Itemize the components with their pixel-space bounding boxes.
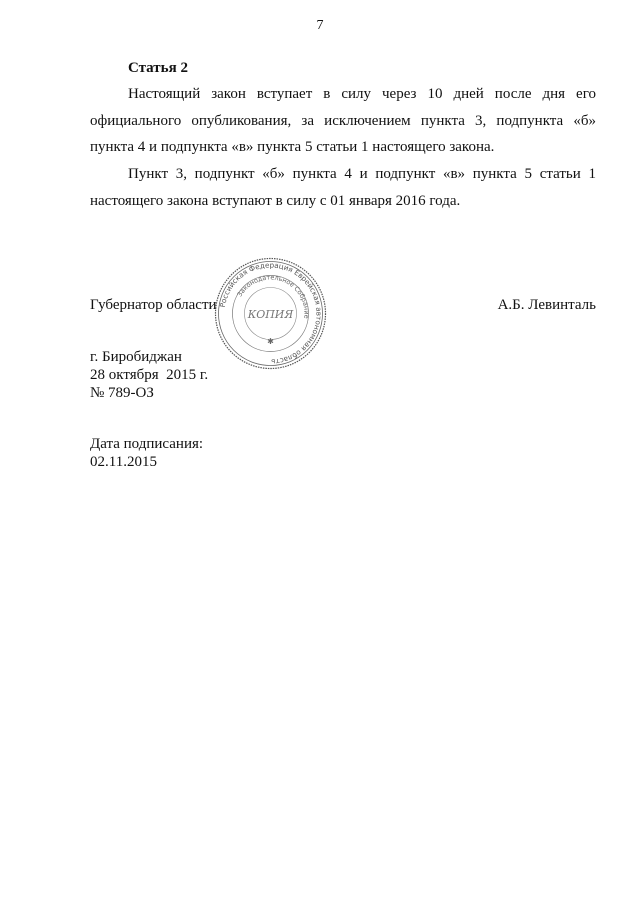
signature-row	[90, 297, 596, 317]
page-number: 7	[316, 18, 324, 33]
signing-label: Дата подписания:	[90, 436, 204, 452]
seal-star-icon: ✱	[267, 337, 274, 346]
article-paragraph-1: Настоящий закон вступает в силу через 10 дней после дня его официального опубликования, за исключением пункта 3, подпункта «б» пункта 4 и подпункта «в» пункта 5 статьи 1 настоящего закона.	[90, 86, 596, 155]
law-date: 28 октября 2015 г.	[90, 367, 209, 383]
signing-block	[90, 435, 203, 471]
law-details	[90, 348, 208, 402]
signatory-name: А.Б. Левинталь	[497, 297, 596, 313]
official-seal-stamp	[213, 256, 328, 371]
article-title: Статья 2	[128, 60, 188, 76]
law-number: № 789-ОЗ	[90, 385, 154, 401]
seal-center-text: КОПИЯ	[247, 308, 294, 321]
signatory-title: Губернатор области	[90, 297, 217, 313]
signing-date: 02.11.2015	[90, 454, 157, 470]
seal-inner-text: Законодательное Собрание	[235, 273, 311, 319]
article-paragraph-2: Пункт 3, подпункт «б» пункта 4 и подпункт «в» пункта 5 статьи 1 настоящего закона вступают в силу с 01 января 2016 года.	[90, 166, 596, 209]
place: г. Биробиджан	[90, 349, 182, 365]
seal-outer-text: Российская Федерация Еврейская автономная область	[217, 260, 324, 367]
